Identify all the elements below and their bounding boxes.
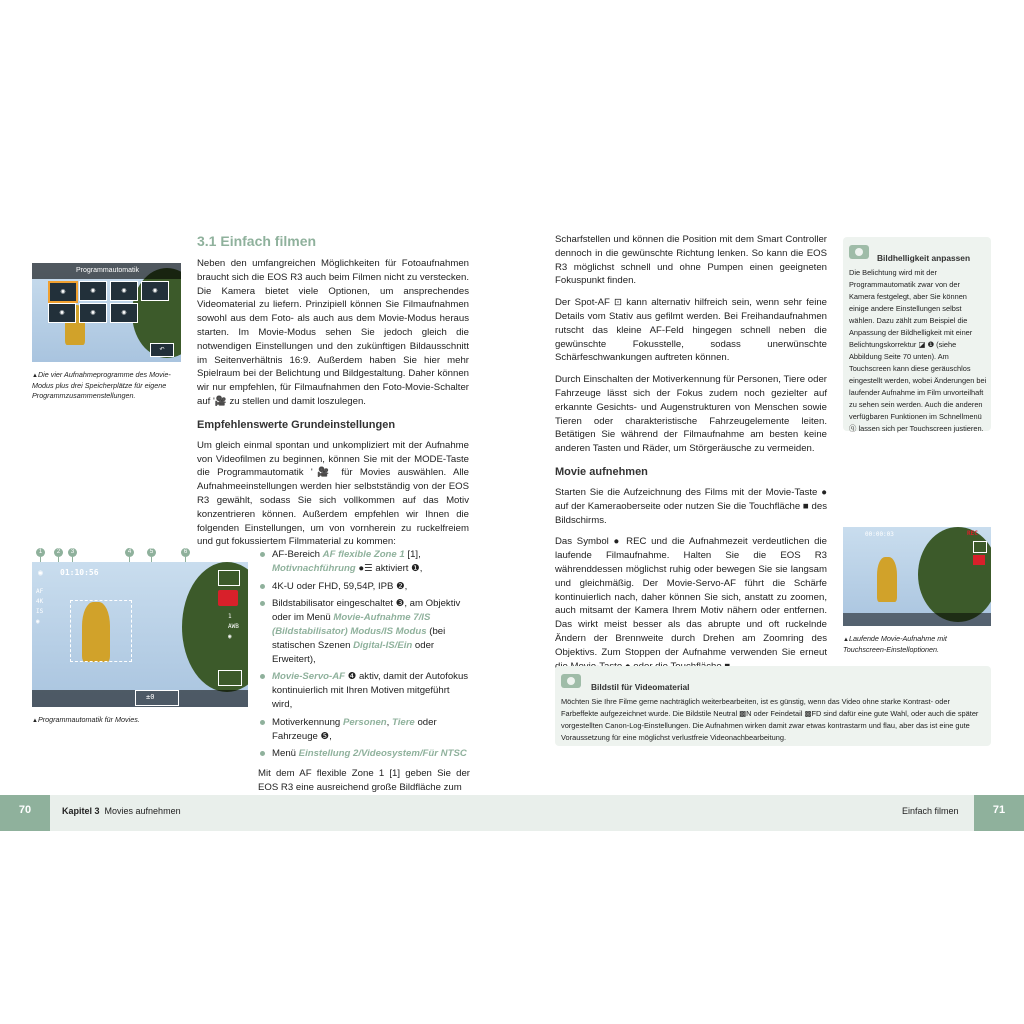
rec-button[interactable] bbox=[218, 590, 238, 606]
info-box-title: Bildstil für Videomaterial bbox=[591, 682, 690, 692]
list-item: Bildstabilisator eingeschaltet ❸, am Objektiv oder im Menü Movie-Aufnahme 7/IS (Bildstabilisator) Modus/IS Modus (bei statischen Szenen Digital-IS/Ein oder Erweitert), bbox=[258, 597, 470, 666]
magnify-button[interactable] bbox=[218, 670, 242, 686]
custom-tile-2[interactable]: ◉ bbox=[79, 303, 107, 323]
statue bbox=[877, 557, 897, 602]
recording-time: 01:10:56 bbox=[60, 568, 99, 577]
settings-paragraph: Um gleich einmal spontan und unkompliziert mit der Aufnahme von Videofilmen zu beginnen, können Sie mit der MODE-Taste die Programmautomatik '🎥 für Movies auswählen. Alle Aufnahmeeinstellungen werden hier selbstständig von der EOS R3 gewählt, sodass Sie sich vollkommen auf das Motiv konzentrieren können. Außerdem empfehlen wir Ihnen die folgenden Einstellungen, um von vornherein zu ruckelfreiem und gut fokussiertem Filmmaterial zu kommen: bbox=[197, 439, 469, 548]
custom-tile-1[interactable]: ◉ bbox=[48, 303, 76, 323]
stop-button[interactable] bbox=[973, 555, 985, 565]
right-osd-column: 1 AWB ◉ bbox=[228, 613, 239, 640]
recording-screenshot bbox=[843, 527, 991, 626]
callout-5: 5 bbox=[147, 548, 156, 557]
footer-title-right: Einfach filmen bbox=[902, 806, 959, 816]
list-item: 4K-U oder FHD, 59,54P, IPB ❷, bbox=[258, 580, 470, 594]
left-column bbox=[197, 233, 469, 557]
right-paragraph-2: Der Spot-AF ⊡ kann alternativ hilfreich sein, wenn sehr feine Details vom Stativ aus gefilmt werden. Bei Freihandaufnahmen rutscht das kleine AF-Feld hingegen schnell neben die gewünschte Fokusstelle, sodass unerwünschte Schärfeschwankungen auftreten können. bbox=[555, 297, 827, 364]
custom-tile-3[interactable]: ◉ bbox=[110, 303, 138, 323]
page-number-right: 71 bbox=[974, 795, 1024, 831]
info-box-picture-style bbox=[555, 666, 991, 746]
mode-tile-2[interactable]: ◉ bbox=[79, 281, 107, 301]
closing-paragraph: Mit dem AF flexible Zone 1 [1] geben Sie der EOS R3 eine ausreichend große Bildfläche zum bbox=[258, 768, 470, 793]
menu-title: Programmautomatik bbox=[76, 267, 140, 274]
callout-6: 6 bbox=[181, 548, 190, 557]
subheading-movie: Movie aufnehmen bbox=[555, 465, 648, 478]
af-zone-frame bbox=[70, 600, 132, 662]
quick-menu-icon[interactable] bbox=[218, 570, 240, 586]
mode-tile-3[interactable]: ◉ bbox=[110, 281, 138, 301]
right-paragraph-4: Starten Sie die Aufzeichnung des Films mit der Movie-Taste ● auf der Kameraoberseite oder nutzen Sie die Touchfläche ■ des Bildschirms. bbox=[555, 486, 827, 526]
mode-tile-1[interactable]: ◉ bbox=[48, 281, 78, 303]
info-box-text: Die Belichtung wird mit der Programmautomatik zwar von der Kamera festgelegt, aber Sie können einige andere Einstellungen selbst wählen. Dazu zählt zum Beispiel die Anpassung der Bildhelligkeit mit einer Belichtungskorrektur ◪ ❶ (siehe Abbildung Seite 70 unten). Am Touchscreen kann diese geräuschlos eingestellt werden, wobei Änderungen bei laufender Aufnahme im Film unvorteilhaft zu sehen sein werden. Auch die anderen verfügbaren Funktionen im Schnellmenü ⓠ lassen sich per Touchscreen justieren. bbox=[849, 268, 987, 433]
back-button[interactable]: ↶ bbox=[150, 343, 174, 357]
list-item: Menü Einstellung 2/Videosystem/Für NTSC bbox=[258, 747, 470, 761]
exposure-comp-value: ±0 bbox=[146, 693, 155, 701]
callout-1: 1 bbox=[36, 548, 45, 557]
recording-time: 00:00:03 bbox=[865, 531, 894, 538]
movie-mode-icon: ◉ bbox=[38, 568, 43, 577]
settings-list-container bbox=[258, 548, 470, 803]
page-number-left: 70 bbox=[0, 795, 50, 831]
right-paragraph-3: Durch Einschalten der Motiverkennung für Personen, Tiere oder Fahrzeuge lässt sich der Fokus zudem noch gezielter auf erkannte Gesichts- und Augenstrukturen von Menschen sowie Tieren oder charakteristische Fahrzeugelemente leiten. Betätigen Sie während der Filmaufnahme am besten keine anderen Tasten und Räder, um Störgeräusche zu vermeiden. bbox=[555, 374, 827, 455]
camera-icon bbox=[849, 243, 869, 261]
info-box-brightness bbox=[843, 237, 991, 431]
mode-tile-4[interactable]: ◉ bbox=[141, 281, 169, 301]
caption-bottom: ▲ Programmautomatik für Movies. bbox=[32, 715, 232, 726]
right-paragraph-1: Scharfstellen und können die Position mit dem Smart Controller dennoch in die gewünschte Richtung lenken. So kann die EOS R3 möglichst schnell und ohne Pumpen einen geeigneten Fokuspunkt finden. bbox=[555, 234, 827, 287]
footer-chapter: Kapitel 3 Movies aufnehmen bbox=[62, 806, 181, 816]
section-title: 3.1 Einfach filmen bbox=[197, 233, 317, 249]
intro-paragraph: Neben den umfangreichen Möglichkeiten für Fotoaufnahmen braucht sich die EOS R3 auch beim Filmen nicht zu verstecken. Die Kamera bietet viele Optionen, um ansprechendes Videomaterial zu liefern. Prinzipiell können Sie Filmaufnahmen sowohl aus dem Foto- als auch aus dem Movie-Modus heraus starten. Im Movie-Modus sehen Sie jedoch gleich die notwendigen Einstellungen und den zukünftigen Bildausschnitt im Seitenverhältnis 16:9. Außerdem haben Sie hier mehr Spielraum bei der Belichtung und Bildgestaltung. Daher können wir nur empfehlen, für Filmaufnahmen den Foto-Movie-Schalter auf '🎥 zu stellen und damit loszulegen. bbox=[197, 258, 469, 407]
live-view-screenshot bbox=[32, 562, 248, 707]
bottom-status-bar bbox=[843, 613, 991, 626]
caption-right: ▲ Laufende Movie-Aufnahme mit Touchscreen-Einstelloptionen. bbox=[843, 634, 991, 655]
subheading-settings: Empfehlenswerte Grundeinstellungen bbox=[197, 418, 396, 431]
right-paragraph-5: Das Symbol ● REC und die Aufnahmezeit verdeutlichen die laufende Filmaufnahme. Halten Sie die EOS R3 währenddessen möglichst ruhig oder bewegen Sie sie langsam und gleichmäßig. Der Movie-Servo-AF führt die Schärfe kontinuierlich nach, daher können Sie sich, anstatt zu zoomen, auch mitsamt der Kamera Ihrem Motiv nähern oder entfernen. Das wirkt meist besser als das abrupte und oft ruckelnde Ändern der Brennweite durch Drehen am Zoomring des Objektivs. Zum Stoppen der Aufnahme verwenden Sie erneut bbox=[555, 536, 827, 658]
list-item: Motiverkennung Personen, Tiere oder Fahrzeuge ❺, bbox=[258, 716, 470, 744]
settings-list bbox=[258, 548, 470, 761]
caption-top: ▲ Die vier Aufnahmeprogramme des Movie-Modus plus drei Speicherplätze für eigene Programmzusammenstellungen. bbox=[32, 370, 182, 401]
exposure-comp-button[interactable] bbox=[135, 690, 179, 706]
callout-4: 4 bbox=[125, 548, 134, 557]
left-osd-column: AF 4K IS ◉ bbox=[36, 588, 44, 625]
list-item: AF-Bereich AF flexible Zone 1 [1], Motivnachführung ●☰ aktiviert ❶, bbox=[258, 548, 470, 576]
rec-indicator: REC bbox=[967, 530, 978, 537]
info-box-title: Bildhelligkeit anpassen bbox=[877, 253, 971, 263]
info-box-text: Möchten Sie Ihre Filme gerne nachträglich weiterbearbeiten, ist es günstig, wenn das Video ohne starke Kontrast- oder Farbeffekte aufgezeichnet wurde. Die Bildstile Neutral ▩N oder Feindetail ▩FD sind dafür eine gute Wahl, oder auch die später vorgestellten Canon-Log-Einstellungen. Die Aufnahmen wirken damit zwar etwas kontrastarm und flau, aber das ist eine gute Voraussetzung für eine möglichst verlustfreie Videonachbearbeitung. bbox=[561, 697, 979, 742]
mode-menu-screenshot bbox=[32, 263, 181, 362]
camera-icon bbox=[561, 672, 581, 690]
callout-3: 3 bbox=[68, 548, 77, 557]
right-column bbox=[555, 233, 827, 681]
list-item: Movie-Servo-AF ❹ aktiv, damit der Autofokus kontinuierlich mit Ihren Motiven mitgeführt wird, bbox=[258, 670, 470, 711]
quick-menu-icon[interactable] bbox=[973, 541, 987, 553]
callout-2: 2 bbox=[54, 548, 63, 557]
